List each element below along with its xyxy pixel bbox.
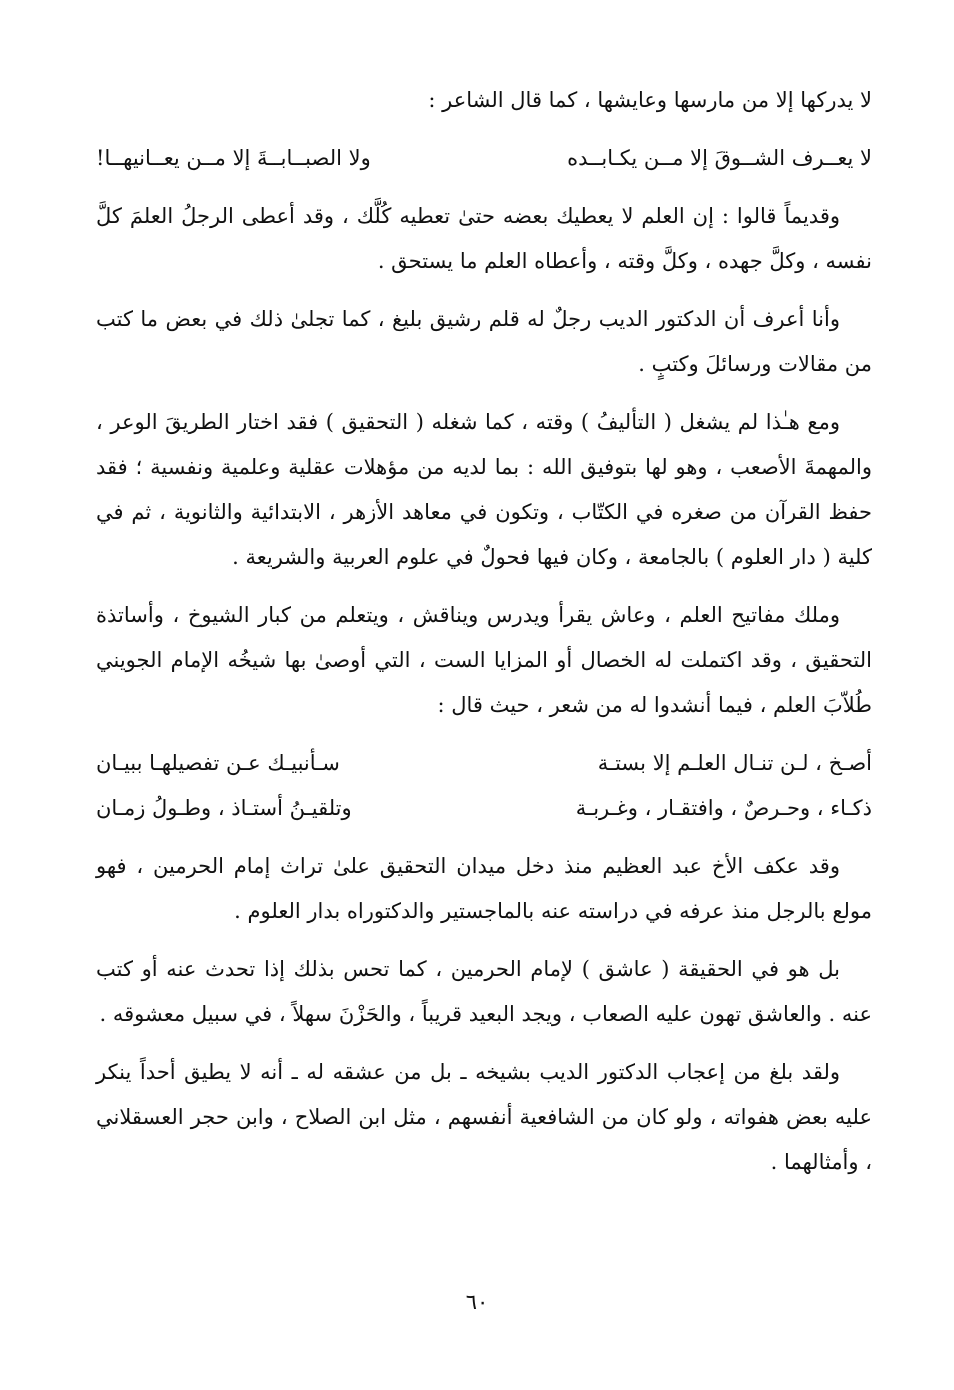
paragraph-1: لا يدركها إلا من مارسها وعايشها ، كما قال الشاعر :: [428, 88, 872, 112]
verse-right-hemistich: أصـخ ، لـن تنـال العلـم إلا بستـة: [597, 751, 872, 775]
verse-right-hemistich: ذكـاء ، وحـرصٌ ، وافتقـار ، وغـربـة: [575, 796, 872, 820]
page-body: [96, 78, 872, 1198]
verse-right-hemistich: لا يعــرف الشــوقَ إلا مــن يكـابــده: [567, 146, 872, 170]
poem-juwayni: [96, 741, 872, 831]
verse-left-hemistich: وتلقيـنُ أستـاذ ، وطـولُ زمـان: [96, 796, 352, 820]
paragraph-5: وملك مفاتيح العلم ، وعاش يقرأ ويدرس ويناقش ، ويتعلم من كبار الشيوخ ، وأساتذة التحقيق ، وقد اكتملت له الخصال أو المزايا الست ، التي أوصىٰ بها شيخُه الإمام الجويني طُلاّبَ العلم ، فيما أنشدوا له من شعر ، حيث قال :: [96, 603, 872, 717]
paragraph-7: بل هو في الحقيقة ( عاشق ) لإمام الحرمين ، كما تحس بذلك إذا تحدث عنه أو كتب عنه . والعاشق تهون عليه الصعاب ، ويجد البعيد قريباً ، والحَزْنَ سهلاً ، في سبيل معشوقه .: [96, 957, 872, 1026]
verse-line: [96, 136, 872, 181]
page-number: ٦٠: [465, 1290, 489, 1314]
paragraph-4: ومع هـٰذا لم يشغل ( التأليفُ ) وقته ، كما شغله ( التحقيق ) فقد اختار الطريقَ الوعر ، والمهمةَ الأصعب ، وهو لها بتوفيق الله : بما لديه من مؤهلات عقلية وعلمية ونفسية ؛ فقد حفظ القرآن من صغره في الكتّاب ، وتكون في معاهد الأزهر ، الابتدائية والثانوية ، ثم في كلية ( دار العلوم ) بالجامعة ، وكان فيها فحولٌ في علوم العربية والشريعة .: [96, 410, 872, 569]
poem-verse-shawq: [96, 136, 872, 181]
paragraph-3: وأنا أعرف أن الدكتور الديب رجلٌ له قلم رشيق بليغ ، كما تجلىٰ ذلك في بعض ما كتب من مقالات ورسائلَ وكتبٍ .: [96, 307, 872, 376]
verse-line: [96, 741, 872, 786]
paragraph-6: وقد عكف الأخ عبد العظيم منذ دخل ميدان التحقيق علىٰ تراث إمام الحرمين ، فهو مولع بالرجل منذ عرفه في دراسته عنه بالماجستير والدكتوراه بدار العلوم .: [96, 854, 872, 923]
verse-left-hemistich: ولا الصبــابــةَ إلا مــن يعــانيهــا!: [96, 146, 371, 170]
paragraph-8: ولقد بلغ من إعجاب الدكتور الديب بشيخه ـ بل من عشقه له ـ أنه لا يطيق أحداً ينكر عليه بعض هفواته ، ولو كان من الشافعية أنفسهم ، مثل ابن الصلاح ، وابن حجر العسقلاني ، وأمثالهما .: [96, 1060, 872, 1174]
verse-left-hemistich: سـأنبيـك عـن تفصيلهـا ببيـان: [96, 751, 340, 775]
paragraph-2: وقديماً قالوا : إن العلم لا يعطيك بعضه حتىٰ تعطيه كُلَّك ، وقد أعطى الرجلُ العلمَ كلَّ نفسه ، وكلَّ جهده ، وكلَّ وقته ، وأعطاه العلم ما يستحق .: [96, 204, 872, 273]
verse-line: [96, 786, 872, 831]
